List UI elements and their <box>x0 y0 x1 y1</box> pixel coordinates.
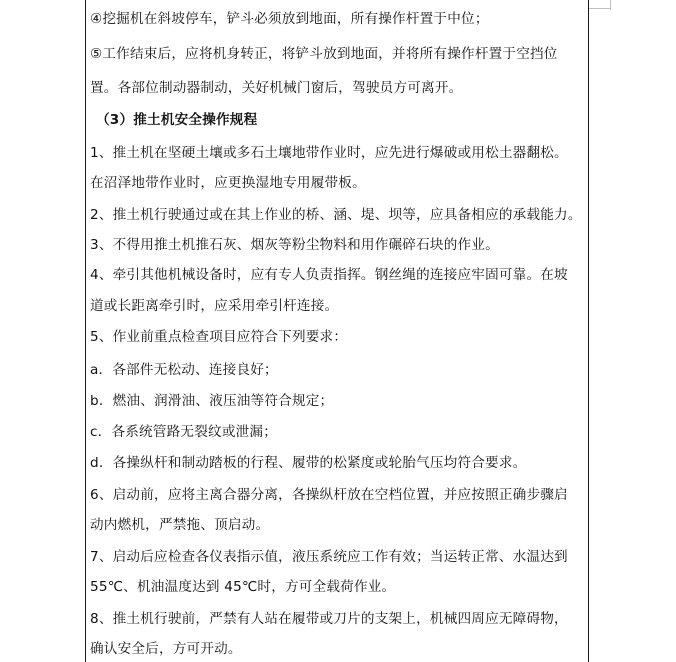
list-item: c．各系统管路无裂纹或泄漏； <box>90 424 277 440</box>
page-margin-mark <box>589 8 610 9</box>
text-line: 8、推土机行驶前，严禁有人站在履带或刀片的支架上，机械四周应无障碍物， <box>90 611 568 627</box>
page-margin-mark-vertical <box>610 0 611 10</box>
table-content-cell <box>86 0 588 662</box>
text-line: 5、作业前重点检查项目应符合下列要求： <box>90 329 348 345</box>
text-line: 6、启动前，应将主离合器分离，各操纵杆放在空档位置，并应按照正确步骤启 <box>90 487 568 503</box>
text-line: 置。各部位制动器制动，关好机械门窗后，驾驶员方可离开。 <box>90 80 463 96</box>
text-line: 4、牵引其他机械设备时，应有专人负责指挥。钢丝绳的连接应牢固可靠。在坡 <box>90 267 568 283</box>
text-line: 3、不得用推土机推石灰、烟灰等粉尘物料和用作碾碎石块的作业。 <box>90 237 499 253</box>
text-line: 在沼泽地带作业时，应更换湿地专用履带板。 <box>90 175 366 191</box>
text-line: 道或长距离牵引时，应采用牵引杆连接。 <box>90 298 339 314</box>
text-line: 动内燃机，严禁拖、顶启动。 <box>90 517 270 533</box>
text-line: ⑤工作结束后，应将机身转正，将铲斗放到地面，并将所有操作杆置于空挡位 <box>90 46 558 62</box>
text-line: 7、启动后应检查各仪表指示值，液压系统应工作有效；当运转正常、水温达到 <box>90 549 568 565</box>
list-item: a．各部件无松动、连接良好； <box>90 362 278 378</box>
table-right-border <box>588 0 589 662</box>
text-line: 2、推土机行驶通过或在其上作业的桥、涵、堤、坝等，应具备相应的承载能力。 <box>90 207 582 223</box>
section-heading: （3）推土机安全操作规程 <box>96 112 258 128</box>
text-line: 1、推土机在坚硬土壤或多石土壤地带作业时，应先进行爆破或用松土器翻松。 <box>90 145 568 161</box>
text-line: 55℃、机油温度达到 45℃时，方可全载荷作业。 <box>90 579 396 595</box>
text-line: ④挖掘机在斜坡停车，铲斗必须放到地面，所有操作杆置于中位； <box>90 11 489 27</box>
list-item: d．各操纵杆和制动踏板的行程、履带的松紧度或轮胎气压均符合要求。 <box>90 455 527 471</box>
text-line: 确认安全后，方可开动。 <box>90 641 242 657</box>
list-item: b．燃油、润滑油、液压油等符合规定； <box>90 393 334 409</box>
